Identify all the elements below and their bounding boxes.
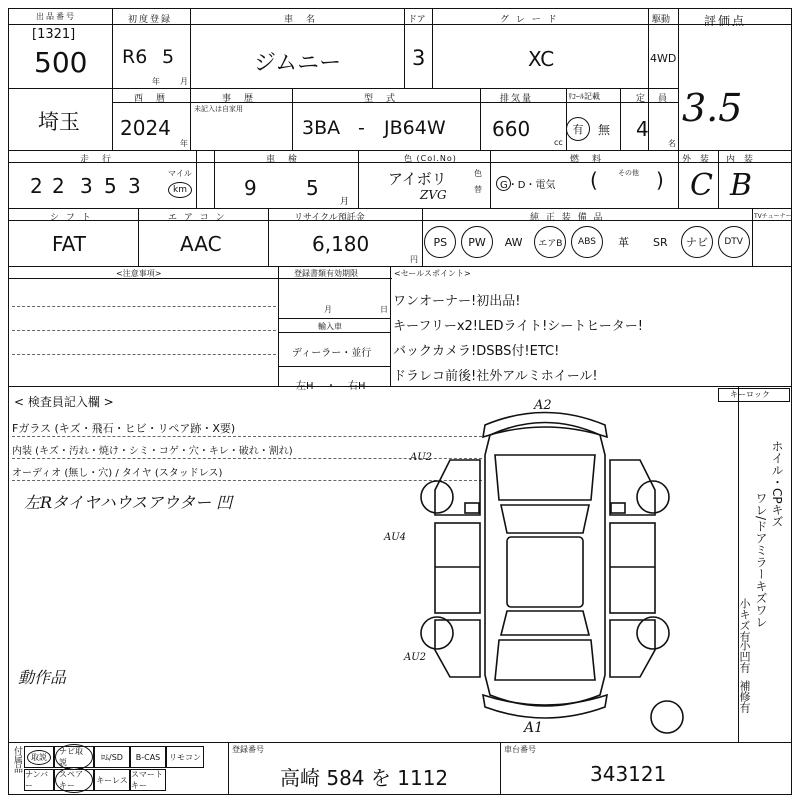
model-label: 型 式 <box>364 94 398 104</box>
legend-col: 小凹有 <box>738 640 751 673</box>
inspector-label: < 検査員記入欄 > <box>14 395 114 409</box>
insp-year: 9 <box>244 176 257 200</box>
mark-rear-left: AU2 <box>404 652 427 663</box>
accessory-label: ナンバー <box>25 770 49 790</box>
import-line <box>278 332 390 333</box>
notes-line <box>12 306 276 307</box>
accessory-option <box>24 746 54 768</box>
exterior-label: 外 装 <box>682 155 710 165</box>
recall-no: 無 <box>598 123 611 137</box>
equipment-label: SR <box>653 235 668 249</box>
shift-value: FAT <box>52 232 87 256</box>
reg-era: R6 <box>122 46 148 68</box>
inspection-label: 車 検 <box>266 155 300 165</box>
color-sub: 色 <box>474 169 482 178</box>
accessory-label: スマートキー <box>131 770 163 790</box>
left-mirror <box>465 503 479 513</box>
col-line <box>432 8 433 88</box>
col-line <box>480 88 481 150</box>
legend-col: 小キズ有 <box>738 598 751 642</box>
person-unit: 名 <box>668 139 676 148</box>
model-code: JB64W <box>384 117 446 139</box>
reg-number: 高崎 584 を 1112 <box>280 766 449 790</box>
car-body-outline <box>485 423 605 707</box>
reg-month: 5 <box>162 46 175 68</box>
rear-window <box>501 611 589 635</box>
deadline-month: 月 <box>324 305 332 314</box>
shift-label: シ フ ト <box>50 213 93 223</box>
history-label: 事 歴 <box>222 94 256 104</box>
notes-line <box>12 354 276 355</box>
col-line <box>490 150 491 208</box>
row-line <box>8 742 792 743</box>
right-front-fender <box>610 460 655 515</box>
col-line <box>190 8 191 88</box>
insp-month-unit: 月 <box>340 197 350 207</box>
mark-top: A2 <box>534 398 552 413</box>
import-label: 輸入車 <box>318 322 342 331</box>
accessory-label: リモコン <box>169 752 201 762</box>
left-front-fender <box>435 460 480 515</box>
fuel-label: 燃 料 <box>570 155 604 165</box>
recall-label: ﾘｺｰﾙ記載 <box>568 92 600 101</box>
row-line <box>8 386 792 387</box>
right-door <box>610 523 655 613</box>
col-line <box>214 150 215 208</box>
accessory-label: スペアキー <box>55 767 93 793</box>
spare-tire <box>651 701 683 733</box>
accessory-option <box>54 746 94 768</box>
col-line <box>390 266 391 386</box>
mileage-digit: 5 <box>104 174 117 198</box>
model-dash: - <box>358 117 365 139</box>
model-prefix: 3BA <box>302 117 341 139</box>
fuel-options: G・D・電気 <box>500 180 556 191</box>
accessory-label: ﾛﾑ/SD <box>101 752 123 762</box>
mileage-digit: 2 <box>52 174 65 198</box>
score-label: 評価点 <box>704 14 747 28</box>
grade-label: グ レ ー ド <box>500 15 559 25</box>
equipment-label: DTV <box>718 226 750 258</box>
reg-deadline-label: 登録書類有効期限 <box>294 269 358 278</box>
car-name-label: 車 名 <box>284 15 318 25</box>
col-line <box>718 150 719 208</box>
accessory-option <box>130 746 166 768</box>
accessory-label: B-CAS <box>135 752 161 762</box>
recall-yes: 有 <box>566 117 590 141</box>
col-line <box>678 150 679 208</box>
front-bumper <box>483 413 607 438</box>
car-name: ジムニー <box>254 51 342 76</box>
col-line <box>190 88 191 150</box>
cc-unit: cc <box>554 138 563 147</box>
chassis-number: 343121 <box>590 762 667 786</box>
equipment-label: ABS <box>571 226 603 258</box>
equipment-label: 純 正 装 備 品 <box>530 213 605 223</box>
mark-front-left: AU2 <box>410 452 433 463</box>
equipment-label: エアB <box>534 226 566 258</box>
row-line <box>8 208 792 209</box>
interior-label: 内 装 <box>726 155 754 165</box>
month-unit: 月 <box>180 77 188 86</box>
drive-label: 駆動 <box>652 15 671 25</box>
displacement-value: 660 <box>492 117 531 141</box>
exterior-grade: C <box>690 168 713 203</box>
equipment-label: 革 <box>618 236 630 249</box>
capacity-value: 4 <box>636 117 649 141</box>
wheel-rr <box>637 617 669 649</box>
equipment-item <box>459 224 496 260</box>
reg-number-label: 登録番号 <box>232 745 264 754</box>
equipment-item <box>715 224 752 260</box>
col-line <box>404 8 405 88</box>
capacity-label: 定 員 <box>636 94 670 104</box>
year-unit: 年 <box>152 77 160 86</box>
sales-point-line: キーフリーx2!LEDライト!シートヒーター! <box>393 319 643 334</box>
trunk <box>495 640 595 680</box>
left-door <box>435 523 480 613</box>
tuner-label: TVチューナー <box>754 213 792 220</box>
col-line <box>678 8 679 150</box>
inspector-note-2: 動作品 <box>18 668 67 687</box>
accessory-side-label: 付属品 <box>12 746 22 773</box>
lot-no-label: 出品番号 <box>36 12 76 21</box>
fuel-other: その他 <box>618 169 639 177</box>
mileage-digit: 3 <box>128 174 141 198</box>
equipment-item <box>679 224 716 260</box>
col-line <box>196 150 197 208</box>
km-unit: km <box>168 182 192 198</box>
region: 埼玉 <box>38 110 80 134</box>
mileage-digit: 3 <box>80 174 93 198</box>
year-value: 2024 <box>120 116 171 140</box>
sales-point-line: ドラレコ前後!社外アルミホイール! <box>393 369 598 384</box>
legend-col: 補修有 <box>738 680 751 713</box>
accessory-option <box>130 769 166 791</box>
fuel-paren-close: ) <box>656 168 664 192</box>
accessory-option <box>166 746 204 768</box>
sales-points-label: <セールスポイント> <box>394 269 471 278</box>
accessory-options <box>24 744 228 792</box>
legend-col: ワレ/ドアミラーキズワレ <box>754 492 768 629</box>
equipment-item <box>422 224 459 260</box>
equipment-item <box>532 224 569 260</box>
drive-value: 4WD <box>650 52 677 65</box>
accessory-option <box>94 746 130 768</box>
hood <box>495 455 595 500</box>
lot-code: [1321] <box>32 27 76 42</box>
equipment-label: PS <box>424 226 456 258</box>
aircon-value: AAC <box>180 232 222 256</box>
aircon-label: エ ア コ ン <box>168 213 227 223</box>
right-mirror <box>611 503 625 513</box>
mile-unit: マイル <box>168 169 192 178</box>
year-label: 西 暦 <box>134 94 168 104</box>
recycle-value: 6,180 <box>312 232 370 256</box>
color-label: 色 (Col.No) <box>404 154 457 163</box>
inspector-line: Fガラス (キズ・飛石・ヒビ・リペア跡・X要) <box>12 422 236 435</box>
col-line <box>358 150 359 208</box>
dealer-parallel: ディーラー・並行 <box>292 348 372 359</box>
col-line <box>228 742 229 795</box>
windshield <box>501 505 589 533</box>
yen-unit: 円 <box>410 255 418 264</box>
mileage-digit: 2 <box>30 174 43 198</box>
interior-grade: B <box>730 168 753 203</box>
col-line <box>278 266 279 386</box>
notes-line <box>12 330 276 331</box>
accessory-option <box>94 769 130 791</box>
mark-left-mid: AU4 <box>384 532 407 543</box>
hand-line <box>278 366 390 367</box>
chassis-label: 車台番号 <box>504 745 536 754</box>
col-line <box>138 208 139 266</box>
inspector-line: オーディオ (無し・穴) / タイヤ (スタッドレス) <box>12 468 223 479</box>
recycle-label: リサイクル預託金 <box>294 213 365 223</box>
equipment-row <box>422 224 762 262</box>
equipment-item <box>605 224 642 260</box>
equipment-item <box>569 224 606 260</box>
fuel-paren-open: ( <box>590 168 598 192</box>
insp-month: 5 <box>306 176 319 200</box>
label-line <box>8 24 112 25</box>
label-line <box>8 162 792 163</box>
col-line <box>566 88 567 150</box>
doors-label: ドア <box>408 15 426 25</box>
inspector-line: 内装 (キズ・汚れ・焼け・シミ・コゲ・穴・キレ・破れ・割れ) <box>12 446 293 457</box>
col-line <box>620 88 621 150</box>
equipment-label: AW <box>504 235 523 249</box>
accessory-option <box>24 769 54 791</box>
doors-value: 3 <box>412 46 426 70</box>
accessory-option <box>54 769 94 791</box>
col-line <box>500 742 501 795</box>
roof <box>507 537 583 607</box>
col-line <box>112 8 113 150</box>
hand-sep: ・ <box>326 381 336 392</box>
row-line <box>8 266 792 267</box>
change-sub: 替 <box>474 185 482 194</box>
score-value: 3.5 <box>682 86 743 130</box>
car-diagram <box>395 395 695 740</box>
grade-value: XC <box>528 47 555 71</box>
displacement-label: 排気量 <box>500 94 534 104</box>
row-line <box>8 88 678 89</box>
lot-number: 500 <box>34 46 88 79</box>
import-line <box>278 318 390 319</box>
inspector-note: 左Rタイヤハウスアウター 凹 <box>24 493 233 512</box>
color-code: ZVG <box>420 188 447 202</box>
label-line <box>112 24 678 25</box>
first-reg-label: 初度登録 <box>128 15 173 25</box>
sales-point-line: バックカメラ!DSBS付!ETC! <box>393 344 560 359</box>
hand-right: 右H <box>348 381 366 392</box>
accessory-label: ナビ取説 <box>55 744 93 770</box>
col-line <box>292 88 293 150</box>
notes-label: <注意事項> <box>116 269 162 278</box>
legend-col: ホイル・CPキズ <box>770 440 784 528</box>
wheel-rl <box>421 617 453 649</box>
label-line <box>8 220 792 221</box>
equipment-label: ナビ <box>681 226 713 258</box>
equipment-item <box>642 224 679 260</box>
sales-point-line: ワンオーナー!初出品! <box>393 294 521 309</box>
row-line <box>8 150 792 151</box>
key-lock-label: キーロック <box>730 390 770 399</box>
mark-bottom: A1 <box>524 720 544 736</box>
accessory-label: キーレス <box>96 775 128 785</box>
mileage-digits <box>30 174 152 198</box>
equipment-item <box>495 224 532 260</box>
deadline-day: 日 <box>380 305 388 314</box>
col-line <box>268 208 269 266</box>
mileage-label: 走 行 <box>80 155 114 165</box>
color-name: アイボリ <box>388 170 447 188</box>
history-sub: 未記入は自家用 <box>194 105 243 113</box>
accessory-label: 取説 <box>27 750 51 765</box>
year-unit-2: 年 <box>180 139 188 148</box>
hand-left: 左H <box>296 381 314 392</box>
equipment-label: PW <box>461 226 493 258</box>
